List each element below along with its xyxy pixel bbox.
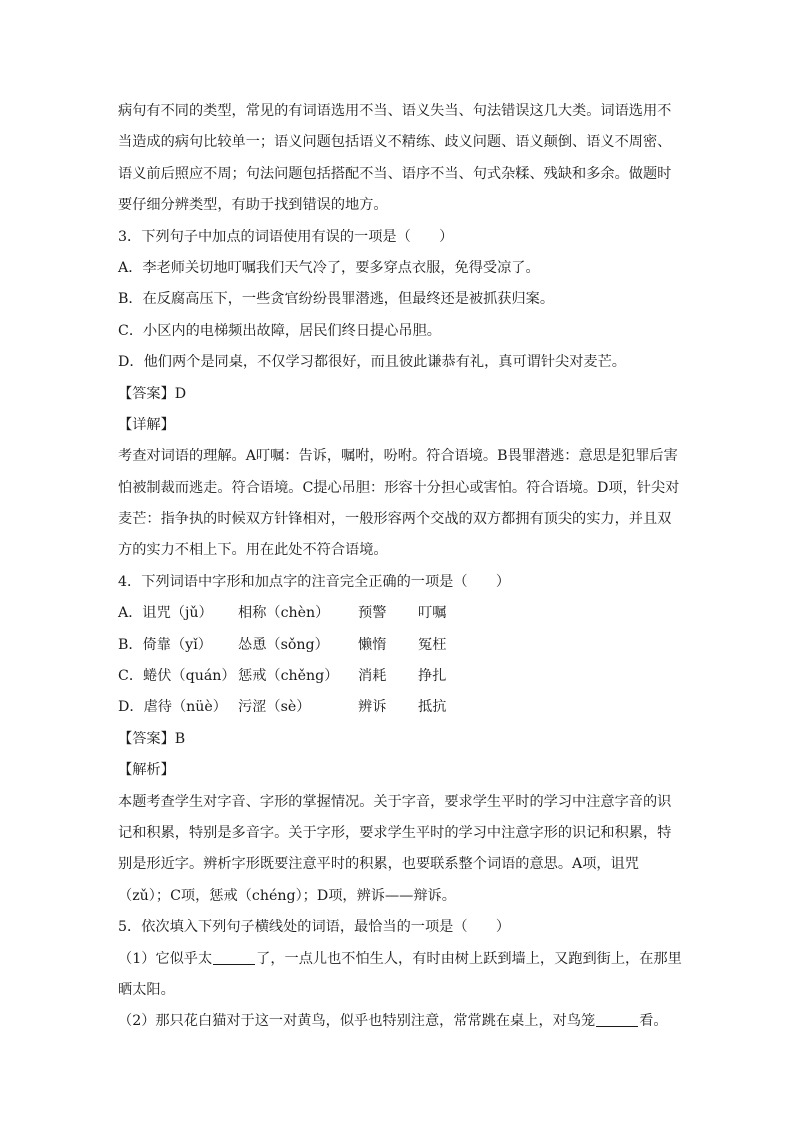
- q4-explain-line: 别是形近字。辨析字形既要注意平时的积累，也要联系整个词语的意思。A项，诅咒: [118, 856, 639, 873]
- q5-s2-part: （2）那只花白猫对于这一对黄鸟，似乎也特别注意，常常跳在桌上，对鸟笼: [118, 1013, 596, 1030]
- q4-option-cell: A．诅咒（jǔ）: [118, 605, 213, 622]
- q4-answer: 【答案】B: [118, 730, 186, 747]
- q3-explain-heading: 【详解】: [118, 416, 175, 433]
- q4-explain-line: （zǔ）；C项，惩戒（chéng）；D项，辨诉——辩诉。: [118, 887, 456, 904]
- q4-option-cell: 冤枉: [418, 636, 447, 653]
- question-4: [118, 567, 680, 912]
- q4-option-b: [118, 630, 680, 661]
- q4-option-cell: C．蜷伏（quán）: [118, 668, 236, 685]
- q4-option-cell: 怂恿（sǒng）: [238, 636, 329, 653]
- intro-line: 病句有不同的类型，常见的有词语选用不当、语义失当、句法错误这几大类。词语选用不: [118, 103, 672, 119]
- q4-option-cell: 辨诉: [358, 699, 387, 716]
- q4-option-d: [118, 692, 680, 723]
- intro-line: 语义前后照应不周；句法问题包括搭配不当、语序不当、句式杂糅、残缺和多余。做题时: [118, 165, 672, 182]
- q4-option-cell: 抵抗: [418, 699, 447, 716]
- question-3: [118, 222, 680, 567]
- q3-explain-line: 考查对词语的理解。A叮嘱：告诉，嘱咐，吩咐。符合语境。B畏罪潜逃：意思是犯罪后害: [118, 448, 678, 465]
- q3-stem: 3．下列句子中加点的词语使用有误的一项是（ ）: [118, 228, 454, 245]
- q4-option-cell: 相称（chèn）: [238, 605, 330, 622]
- q3-option-b: B．在反腐高压下，一些贪官纷纷畏罪潜逃，但最终还是被抓获归案。: [118, 291, 555, 308]
- q4-option-cell: 消耗: [358, 668, 387, 685]
- q5-s1-part: 了，一点儿也不怕生人，有时由树上跃到墙上，又跑到街上，在那里: [256, 950, 682, 967]
- q3-explain-line: 麦芒：指争执的时候双方针锋相对，一般形容两个交战的双方都拥有顶尖的实力，并且双: [118, 511, 672, 528]
- q3-option-c: C．小区内的电梯频出故障，居民们终日提心吊胆。: [118, 322, 441, 339]
- q4-stem: 4．下列词语中字形和加点字的注音完全正确的一项是（ ）: [118, 573, 511, 590]
- intro-line: 当造成的病句比较单一；语义问题包括语义不精练、歧义问题、语义颠倒、语义不周密、: [118, 134, 672, 151]
- q4-option-a: [118, 598, 680, 629]
- intro-line: 要仔细分辨类型，有助于找到错误的地方。: [118, 197, 388, 214]
- q4-option-cell: 懒惰: [358, 636, 387, 653]
- fill-blank: [596, 1012, 638, 1027]
- document-page: [118, 96, 680, 1038]
- q4-explain-line: 记和积累，特别是多音字。关于字形，要求学生平时的学习中注意字形的识记和积累，特: [118, 824, 672, 841]
- q3-option-d: D．他们两个是同桌，不仅学习都很好，而且彼此谦恭有礼，真可谓针尖对麦芒。: [118, 354, 626, 371]
- q4-option-cell: 挣扎: [418, 668, 447, 685]
- q5-sentence-2: [118, 1006, 680, 1037]
- question-5: [118, 912, 680, 1038]
- q4-explain-heading: 【解析】: [118, 762, 175, 779]
- q4-option-cell: D．虐待（nüè）: [118, 699, 227, 716]
- q4-explain-line: 本题考查学生对字音、字形的掌握情况。关于字音，要求学生平时的学习中注意字音的识: [118, 793, 672, 810]
- q3-option-a: A．李老师关切地叮嘱我们天气冷了，要多穿点衣服，免得受凉了。: [118, 259, 540, 276]
- intro-paragraph: [118, 96, 680, 222]
- q5-s1-part: （1）它似乎太: [118, 950, 213, 967]
- q4-option-cell: 预警: [358, 605, 387, 622]
- q4-option-c: [118, 661, 680, 692]
- q5-s2-part: 看。: [639, 1013, 668, 1030]
- q4-option-cell: 污涩（sè）: [238, 699, 311, 716]
- q5-stem: 5．依次填入下列句子横线处的词语，最恰当的一项是（ ）: [118, 919, 511, 936]
- q5-sentence-1: [118, 944, 680, 975]
- q4-option-cell: B．倚靠（yǐ）: [118, 636, 212, 653]
- q3-answer: 【答案】D: [118, 385, 187, 402]
- q3-explain-line: 怕被制裁而逃走。符合语境。C提心吊胆：形容十分担心或害怕。符合语境。D项，针尖对: [118, 479, 680, 496]
- q4-option-cell: 惩戒（chěng）: [238, 668, 339, 685]
- fill-blank: [213, 950, 255, 965]
- q3-explain-line: 方的实力不相上下。用在此处不符合语境。: [118, 542, 388, 559]
- q5-sentence-1-cont: 晒太阳。: [118, 981, 175, 998]
- q4-option-cell: 叮嘱: [418, 605, 447, 622]
